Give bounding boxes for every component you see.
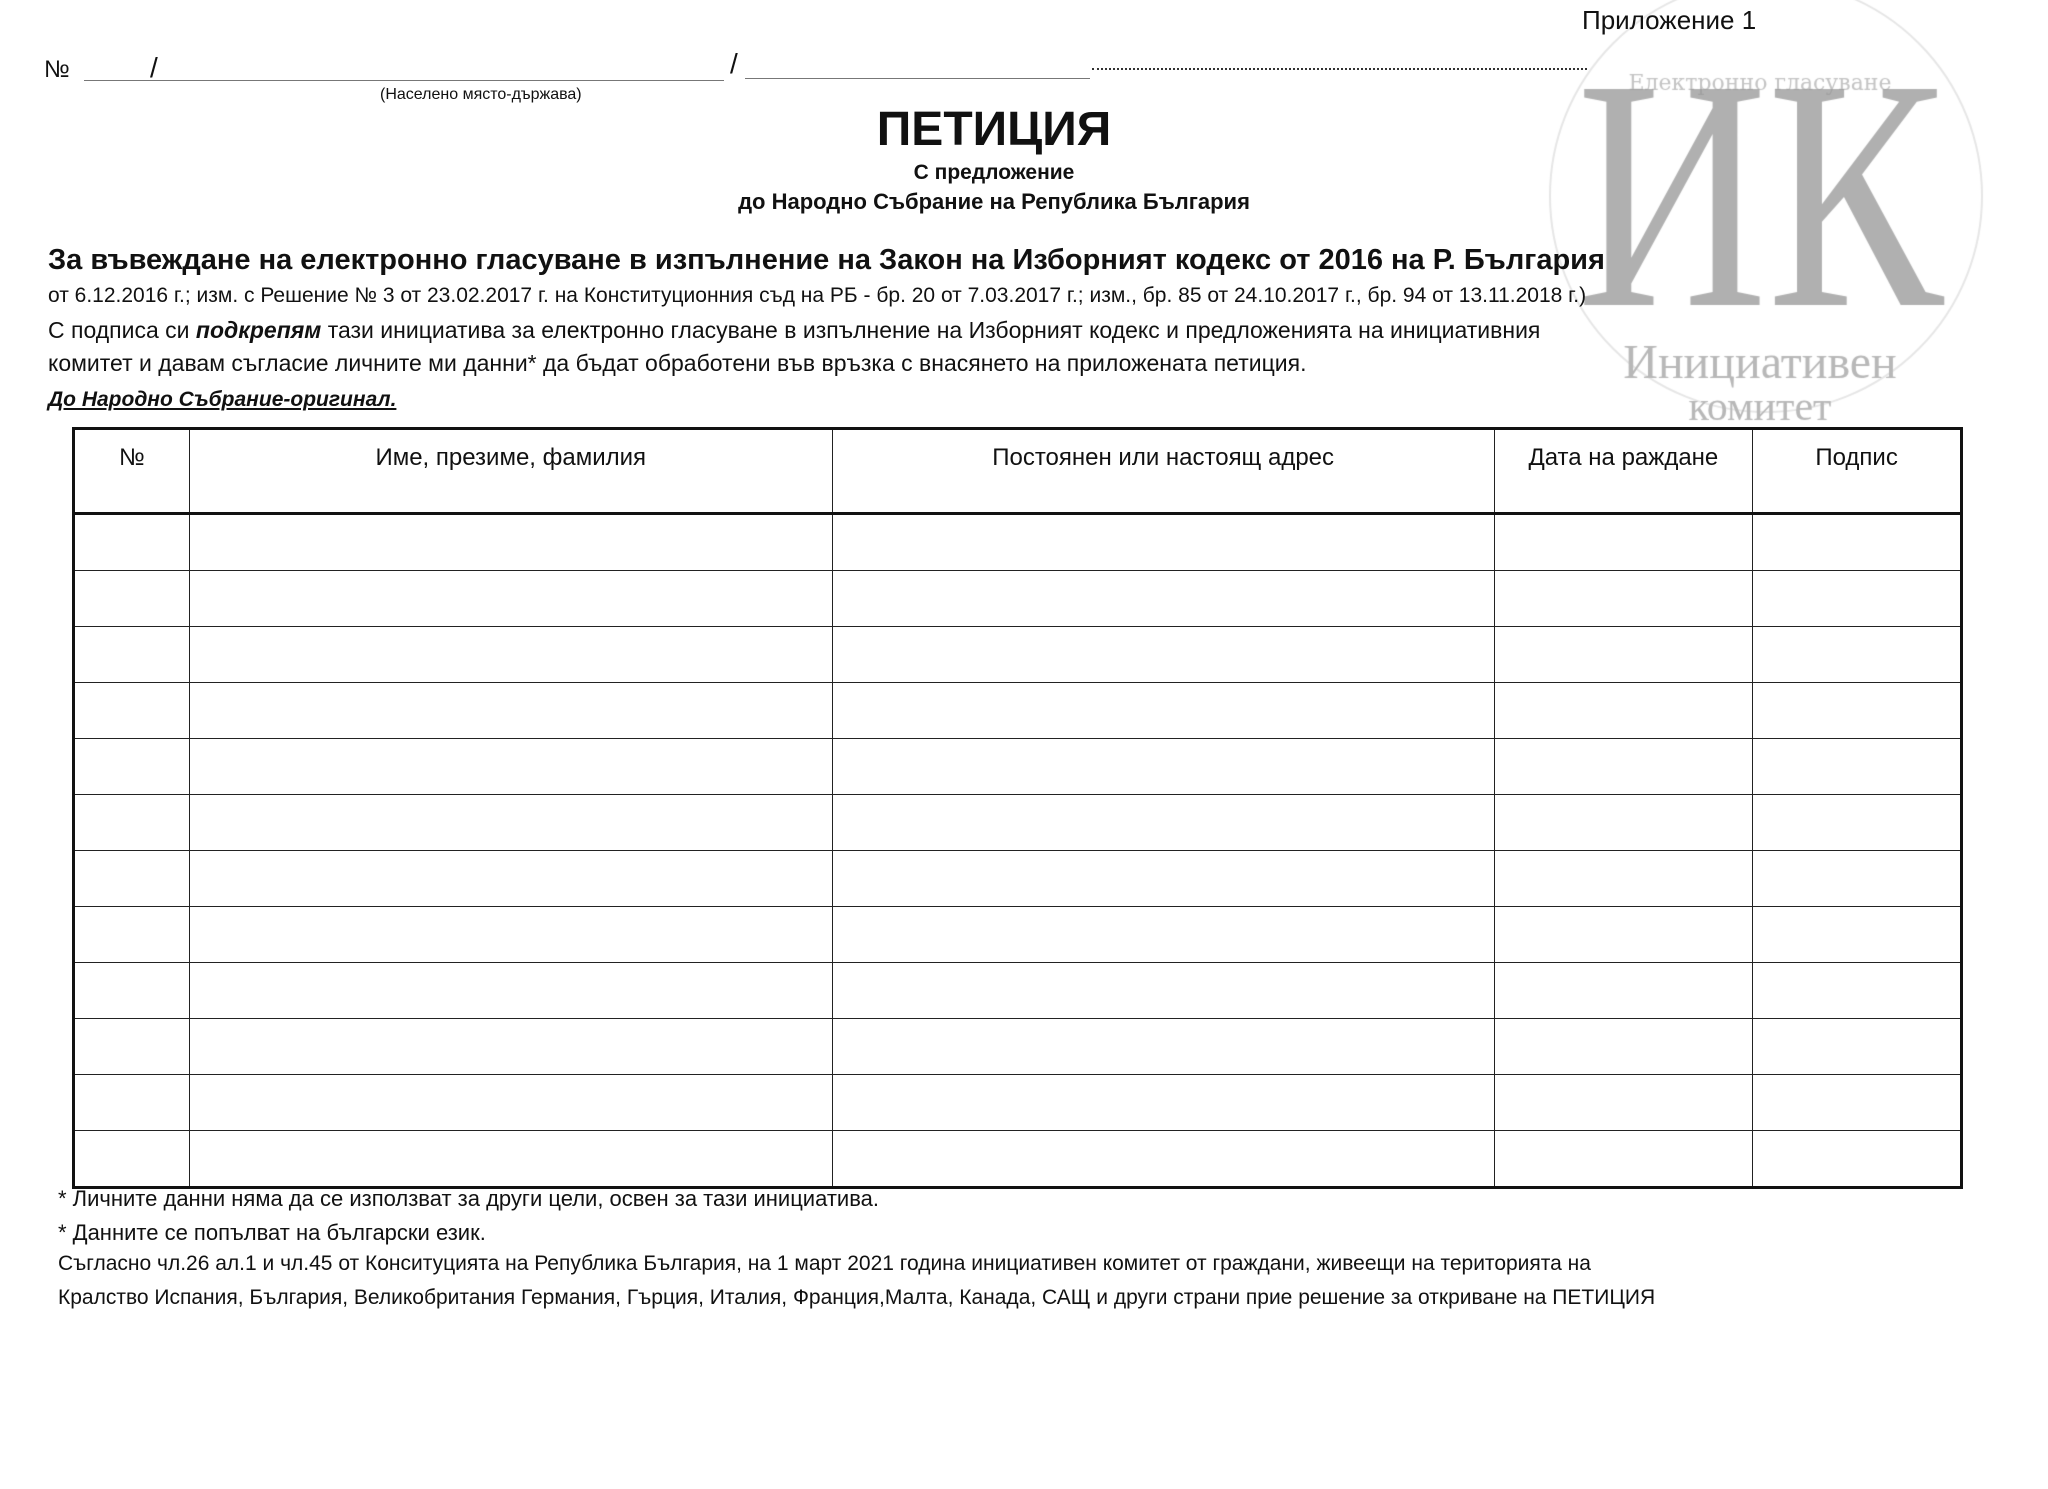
cell-birthdate[interactable]: [1494, 1131, 1753, 1188]
cell-address[interactable]: [832, 739, 1494, 795]
cell-number[interactable]: [74, 795, 190, 851]
table-row: [74, 514, 1962, 571]
cell-number[interactable]: [74, 739, 190, 795]
cell-birthdate[interactable]: [1494, 795, 1753, 851]
cell-name[interactable]: [189, 1131, 832, 1188]
table-row: [74, 627, 1962, 683]
heading: За въвеждане на електронно гласуване в изпълнение на Закон на Изборният кодекс от 2016 на Р. България: [48, 244, 1605, 276]
cell-number[interactable]: [74, 683, 190, 739]
cell-name[interactable]: [189, 514, 832, 571]
cell-birthdate[interactable]: [1494, 1019, 1753, 1075]
cell-number[interactable]: [74, 1075, 190, 1131]
number-label: №: [44, 56, 70, 83]
place-caption: (Населено място-държава): [380, 86, 582, 103]
cell-signature[interactable]: [1753, 963, 1962, 1019]
cell-birthdate[interactable]: [1494, 907, 1753, 963]
subtitle-2: до Народно Събрание на Република България: [738, 189, 1250, 214]
cell-address[interactable]: [832, 627, 1494, 683]
original-note: До Народно Събрание-оригинал.: [48, 388, 397, 411]
cell-address[interactable]: [832, 963, 1494, 1019]
cell-number[interactable]: [74, 907, 190, 963]
cell-address[interactable]: [832, 1075, 1494, 1131]
cell-birthdate[interactable]: [1494, 627, 1753, 683]
cell-address[interactable]: [832, 514, 1494, 571]
footnote-4: Кралство Испания, България, Великобритания Германия, Гърция, Италия, Франция,Малта, Канада, САЩ и други страни прие решение за откриване на ПЕТИЦИЯ: [58, 1286, 1656, 1309]
table-row: [74, 683, 1962, 739]
cell-number[interactable]: [74, 851, 190, 907]
consent-line-1: [48, 317, 1540, 343]
cell-number[interactable]: [74, 1019, 190, 1075]
cell-number[interactable]: [74, 571, 190, 627]
citation: от 6.12.2016 г.; изм. с Решение № 3 от 23.02.2017 г. на Конституционния съд на РБ - бр. 20 от 7.03.2017 г.; изм., бр. 85 от 24.10.2017 г., бр. 94 от 13.11.2018 г.): [48, 284, 1587, 307]
cell-name[interactable]: [189, 795, 832, 851]
consent-prefix: С подписа си: [48, 317, 196, 343]
cell-name[interactable]: [189, 851, 832, 907]
annex-label: Приложение 1: [1582, 5, 1757, 35]
subtitle-1: С предложение: [913, 161, 1075, 184]
cell-signature[interactable]: [1753, 851, 1962, 907]
cell-number[interactable]: [74, 514, 190, 571]
cell-birthdate[interactable]: [1494, 963, 1753, 1019]
footnote-2: * Данните се попълват на български език.: [58, 1220, 486, 1245]
col-number: №: [74, 429, 190, 514]
table-row: [74, 851, 1962, 907]
consent-emphasis: подкрепям: [195, 317, 322, 343]
page-title: ПЕТИЦИЯ: [876, 103, 1112, 156]
number-line[interactable]: [84, 80, 724, 81]
cell-number[interactable]: [74, 963, 190, 1019]
cell-signature[interactable]: [1753, 795, 1962, 851]
table-row: [74, 907, 1962, 963]
slash-2: /: [730, 48, 738, 79]
cell-birthdate[interactable]: [1494, 683, 1753, 739]
cell-address[interactable]: [832, 683, 1494, 739]
cell-signature[interactable]: [1753, 1019, 1962, 1075]
cell-address[interactable]: [832, 1131, 1494, 1188]
cell-name[interactable]: [189, 627, 832, 683]
consent-line-2: комитет и давам съгласие личните ми данни* да бъдат обработени във връзка с внасянето на приложената петиция.: [48, 350, 1307, 376]
cell-address[interactable]: [832, 571, 1494, 627]
cell-birthdate[interactable]: [1494, 514, 1753, 571]
cell-signature[interactable]: [1753, 571, 1962, 627]
cell-address[interactable]: [832, 795, 1494, 851]
cell-signature[interactable]: [1753, 514, 1962, 571]
cell-name[interactable]: [189, 739, 832, 795]
cell-name[interactable]: [189, 963, 832, 1019]
stamp: [1540, 0, 2000, 440]
cell-signature[interactable]: [1753, 1131, 1962, 1188]
cell-number[interactable]: [74, 627, 190, 683]
cell-name[interactable]: [189, 1075, 832, 1131]
cell-name[interactable]: [189, 1019, 832, 1075]
table-header-row: [74, 429, 1962, 514]
cell-birthdate[interactable]: [1494, 739, 1753, 795]
slash-1: /: [150, 52, 158, 83]
col-signature: Подпис: [1753, 429, 1962, 514]
cell-address[interactable]: [832, 1019, 1494, 1075]
place-line[interactable]: [745, 78, 1090, 79]
table-row: [74, 739, 1962, 795]
table-row: [74, 1131, 1962, 1188]
footnote-3: Съгласно чл.26 ал.1 и чл.45 от Конситуцията на Република България, на 1 март 2021 година инициативен комитет от граждани, живеещи на територията на: [58, 1252, 1591, 1275]
cell-name[interactable]: [189, 683, 832, 739]
cell-address[interactable]: [832, 851, 1494, 907]
cell-birthdate[interactable]: [1494, 851, 1753, 907]
cell-signature[interactable]: [1753, 739, 1962, 795]
cell-signature[interactable]: [1753, 907, 1962, 963]
signature-table: [72, 427, 1963, 1189]
cell-birthdate[interactable]: [1494, 571, 1753, 627]
table-row: [74, 1075, 1962, 1131]
date-dotted-line[interactable]: [1092, 68, 1587, 70]
col-name: Име, презиме, фамилия: [189, 429, 832, 514]
cell-birthdate[interactable]: [1494, 1075, 1753, 1131]
table-row: [74, 963, 1962, 1019]
cell-name[interactable]: [189, 571, 832, 627]
col-address: Постоянен или настоящ адрес: [832, 429, 1494, 514]
table-row: [74, 1019, 1962, 1075]
table-row: [74, 571, 1962, 627]
cell-signature[interactable]: [1753, 683, 1962, 739]
consent-rest: тази инициатива за електронно гласуване в изпълнение на Изборният кодекс и предложенията на инициативния: [321, 317, 1541, 343]
cell-name[interactable]: [189, 907, 832, 963]
cell-address[interactable]: [832, 907, 1494, 963]
footnote-1: * Личните данни няма да се използват за други цели, освен за тази инициатива.: [58, 1186, 879, 1211]
table-row: [74, 795, 1962, 851]
cell-signature[interactable]: [1753, 1075, 1962, 1131]
col-birthdate: Дата на раждане: [1494, 429, 1753, 514]
cell-signature[interactable]: [1753, 627, 1962, 683]
cell-number[interactable]: [74, 1131, 190, 1188]
